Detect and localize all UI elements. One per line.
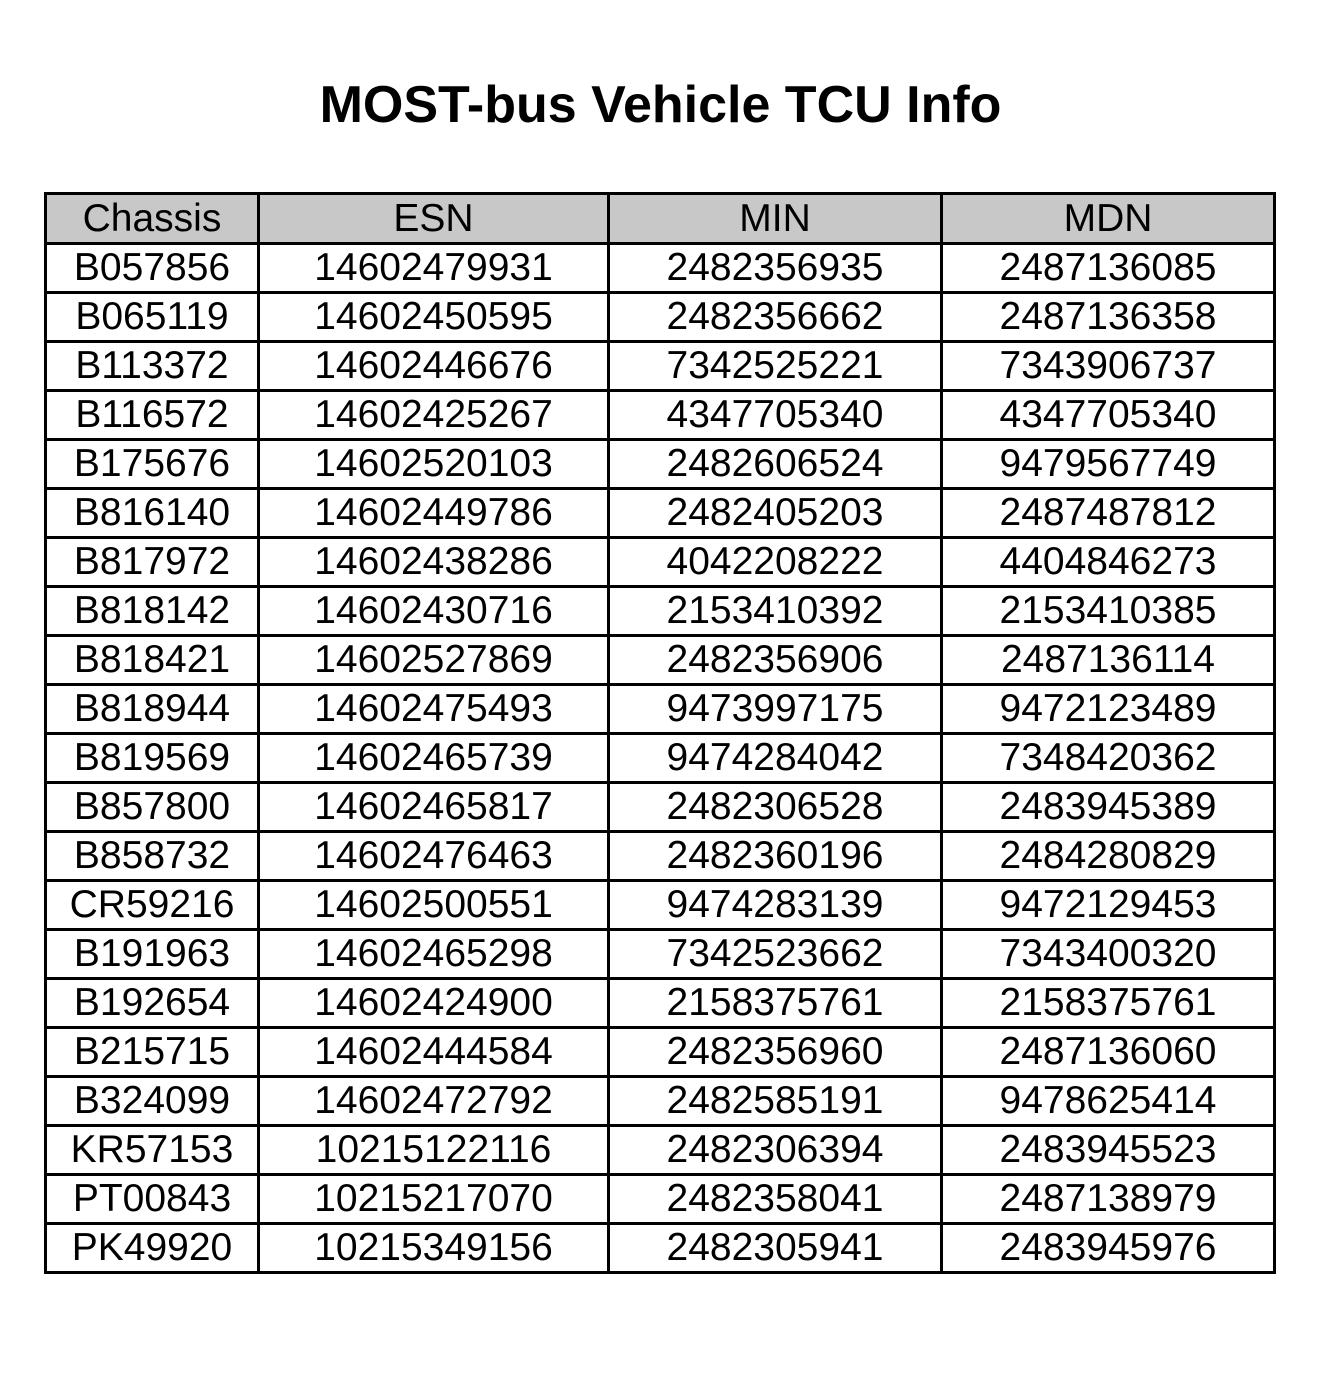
- cell-mdn: 2487136085: [942, 244, 1275, 293]
- header-min: MIN: [609, 194, 942, 244]
- cell-mdn: 7343400320: [942, 930, 1275, 979]
- table-row: [46, 832, 1275, 881]
- cell-min: 2482358041: [609, 1175, 942, 1224]
- cell-min: 2482606524: [609, 440, 942, 489]
- cell-min: 9474283139: [609, 881, 942, 930]
- table-row: [46, 391, 1275, 440]
- cell-min: 2482306528: [609, 783, 942, 832]
- cell-esn: 14602527869: [259, 636, 609, 685]
- cell-chassis: B817972: [46, 538, 259, 587]
- cell-min: 4347705340: [609, 391, 942, 440]
- table-row: [46, 930, 1275, 979]
- cell-mdn: 2158375761: [942, 979, 1275, 1028]
- cell-esn: 14602438286: [259, 538, 609, 587]
- cell-esn: 14602465817: [259, 783, 609, 832]
- cell-esn: 14602425267: [259, 391, 609, 440]
- table-row: [46, 587, 1275, 636]
- cell-chassis: B816140: [46, 489, 259, 538]
- cell-min: 9474284042: [609, 734, 942, 783]
- cell-mdn: 9472123489: [942, 685, 1275, 734]
- cell-min: 7342523662: [609, 930, 942, 979]
- header-esn: ESN: [259, 194, 609, 244]
- table-header: [46, 194, 1275, 244]
- cell-chassis: B191963: [46, 930, 259, 979]
- table-row: [46, 1175, 1275, 1224]
- cell-esn: 14602475493: [259, 685, 609, 734]
- cell-esn: 14602430716: [259, 587, 609, 636]
- cell-chassis: B065119: [46, 293, 259, 342]
- cell-mdn: 7348420362: [942, 734, 1275, 783]
- cell-esn: 14602476463: [259, 832, 609, 881]
- cell-min: 2482356960: [609, 1028, 942, 1077]
- cell-esn: 10215217070: [259, 1175, 609, 1224]
- cell-min: 2482356662: [609, 293, 942, 342]
- cell-mdn: 2487136358: [942, 293, 1275, 342]
- cell-chassis: B057856: [46, 244, 259, 293]
- table-row: [46, 636, 1275, 685]
- cell-esn: 14602479931: [259, 244, 609, 293]
- header-chassis: Chassis: [46, 194, 259, 244]
- cell-esn: 14602449786: [259, 489, 609, 538]
- cell-chassis: B818944: [46, 685, 259, 734]
- page-title: MOST-bus Vehicle TCU Info: [319, 76, 1002, 134]
- cell-esn: 14602446676: [259, 342, 609, 391]
- cell-chassis: B324099: [46, 1077, 259, 1126]
- cell-chassis: KR57153: [46, 1126, 259, 1175]
- table-row: [46, 342, 1275, 391]
- cell-chassis: PK49920: [46, 1224, 259, 1273]
- header-mdn: MDN: [942, 194, 1275, 244]
- table-row: [46, 979, 1275, 1028]
- cell-esn: 14602500551: [259, 881, 609, 930]
- table-row: [46, 734, 1275, 783]
- cell-mdn: 9472129453: [942, 881, 1275, 930]
- cell-min: 2153410392: [609, 587, 942, 636]
- cell-chassis: B215715: [46, 1028, 259, 1077]
- cell-chassis: B113372: [46, 342, 259, 391]
- cell-esn: 14602444584: [259, 1028, 609, 1077]
- cell-mdn: 2483945523: [942, 1126, 1275, 1175]
- table-row: [46, 538, 1275, 587]
- cell-min: 7342525221: [609, 342, 942, 391]
- cell-min: 2482405203: [609, 489, 942, 538]
- table-container: [44, 192, 1273, 1274]
- cell-mdn: 2487487812: [942, 489, 1275, 538]
- cell-mdn: 2487136114: [942, 636, 1275, 685]
- cell-chassis: B819569: [46, 734, 259, 783]
- cell-min: 4042208222: [609, 538, 942, 587]
- cell-chassis: CR59216: [46, 881, 259, 930]
- cell-chassis: B818421: [46, 636, 259, 685]
- table-row: [46, 489, 1275, 538]
- table-row: [46, 1224, 1275, 1273]
- table-row: [46, 1126, 1275, 1175]
- cell-mdn: 2484280829: [942, 832, 1275, 881]
- cell-mdn: 2153410385: [942, 587, 1275, 636]
- table-row: [46, 1028, 1275, 1077]
- cell-esn: 14602472792: [259, 1077, 609, 1126]
- cell-mdn: 2487138979: [942, 1175, 1275, 1224]
- cell-mdn: 4404846273: [942, 538, 1275, 587]
- cell-mdn: 9479567749: [942, 440, 1275, 489]
- cell-esn: 10215122116: [259, 1126, 609, 1175]
- cell-min: 9473997175: [609, 685, 942, 734]
- cell-min: 2482356935: [609, 244, 942, 293]
- cell-chassis: B818142: [46, 587, 259, 636]
- cell-esn: 14602450595: [259, 293, 609, 342]
- cell-esn: 14602465298: [259, 930, 609, 979]
- table-row: [46, 440, 1275, 489]
- cell-chassis: B175676: [46, 440, 259, 489]
- cell-mdn: 7343906737: [942, 342, 1275, 391]
- header-row: [46, 194, 1275, 244]
- table-row: [46, 685, 1275, 734]
- cell-min: 2482360196: [609, 832, 942, 881]
- cell-mdn: 4347705340: [942, 391, 1275, 440]
- cell-esn: 14602465739: [259, 734, 609, 783]
- cell-chassis: B116572: [46, 391, 259, 440]
- cell-mdn: 9478625414: [942, 1077, 1275, 1126]
- table-row: [46, 783, 1275, 832]
- table-row: [46, 1077, 1275, 1126]
- cell-esn: 14602424900: [259, 979, 609, 1028]
- cell-min: 2482306394: [609, 1126, 942, 1175]
- cell-min: 2482356906: [609, 636, 942, 685]
- table-row: [46, 881, 1275, 930]
- cell-chassis: B858732: [46, 832, 259, 881]
- cell-mdn: 2483945389: [942, 783, 1275, 832]
- cell-mdn: 2487136060: [942, 1028, 1275, 1077]
- cell-chassis: B192654: [46, 979, 259, 1028]
- cell-min: 2482585191: [609, 1077, 942, 1126]
- table-row: [46, 244, 1275, 293]
- cell-min: 2158375761: [609, 979, 942, 1028]
- cell-chassis: B857800: [46, 783, 259, 832]
- cell-min: 2482305941: [609, 1224, 942, 1273]
- cell-mdn: 2483945976: [942, 1224, 1275, 1273]
- cell-esn: 14602520103: [259, 440, 609, 489]
- cell-esn: 10215349156: [259, 1224, 609, 1273]
- cell-chassis: PT00843: [46, 1175, 259, 1224]
- table-row: [46, 293, 1275, 342]
- table-body: [46, 244, 1275, 1273]
- tcu-info-table: [44, 192, 1276, 1274]
